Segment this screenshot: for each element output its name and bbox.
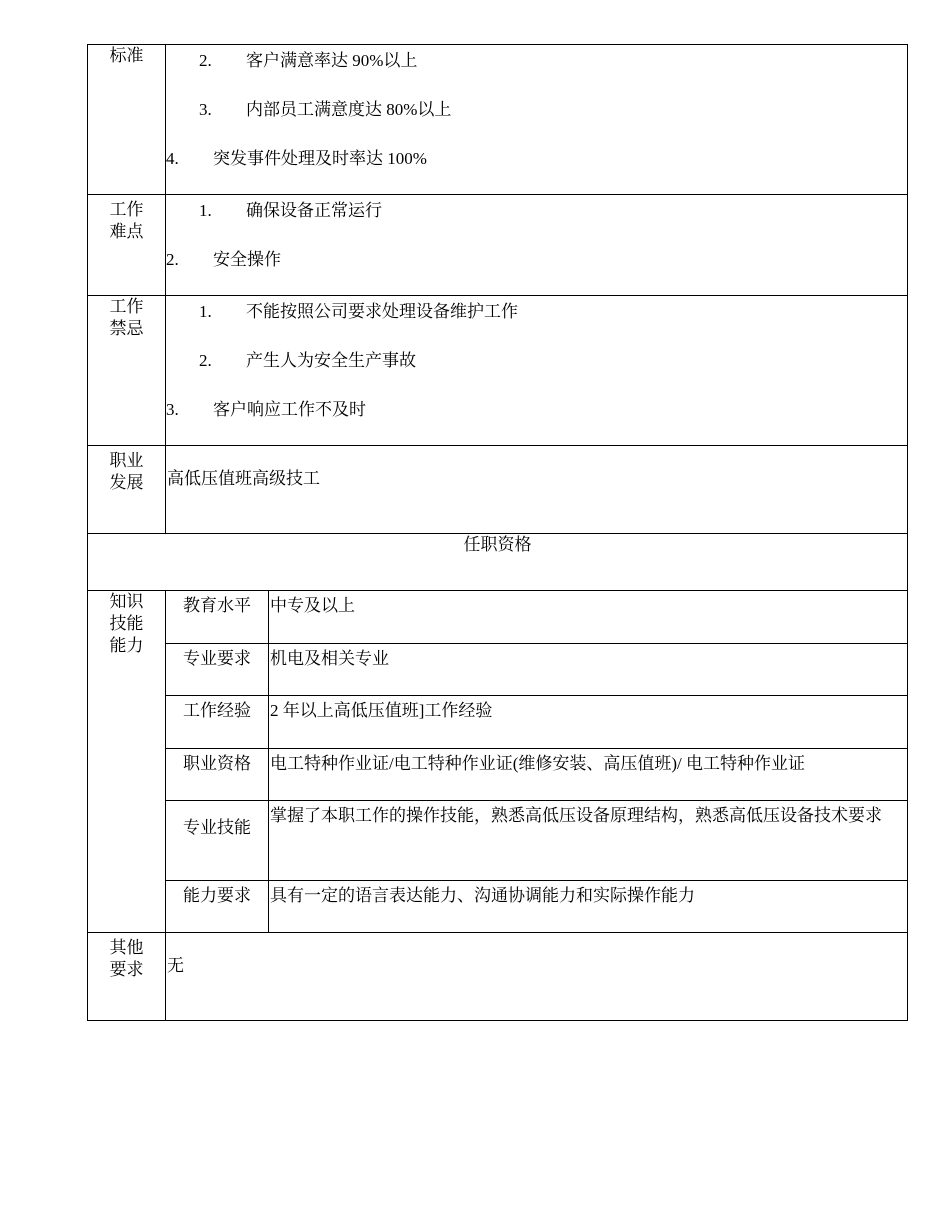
other-label: 其他 要求 [88, 933, 166, 1021]
certification-label: 职业资格 [166, 749, 269, 801]
other-value: 无 [166, 933, 908, 1021]
qualifications-title: 任职资格 [88, 534, 908, 591]
education-label: 教育水平 [166, 591, 269, 644]
other-row [88, 933, 908, 1021]
list-item: 1. 确保设备正常运行 [199, 201, 382, 220]
ability-label: 能力要求 [166, 881, 269, 933]
experience-value: 2 年以上高低压值班]工作经验 [269, 696, 908, 749]
list-item: 3. 内部员工满意度达 80%以上 [199, 100, 452, 119]
major-value: 机电及相关专业 [269, 644, 908, 696]
ability-value: 具有一定的语言表达能力、沟通协调能力和实际操作能力 [269, 881, 908, 933]
qualification-row [88, 696, 908, 749]
prohibitions-row [88, 296, 908, 446]
prohibitions-label: 工作 禁忌 [88, 296, 166, 446]
list-item: 2. 客户满意率达 90%以上 [199, 51, 418, 70]
standards-label: 标准 [88, 45, 166, 195]
list-item: 4. 突发事件处理及时率达 100% [166, 149, 427, 168]
qualifications-label: 知识 技能 能力 [88, 591, 166, 933]
qualifications-header-row [88, 534, 908, 591]
difficulties-row [88, 195, 908, 296]
career-value: 高低压值班高级技工 [166, 446, 908, 534]
skills-label: 专业技能 [166, 801, 269, 881]
qualification-row [88, 749, 908, 801]
difficulties-list [166, 195, 908, 296]
qualification-row [88, 801, 908, 881]
career-row [88, 446, 908, 534]
skills-value: 掌握了本职工作的操作技能，熟悉高低压设备原理结构，熟悉高低压设备技术要求 [269, 801, 908, 881]
certification-value: 电工特种作业证/电工特种作业证(维修安装、高压值班)/ 电工特种作业证 [269, 749, 908, 801]
experience-label: 工作经验 [166, 696, 269, 749]
qualification-row [88, 644, 908, 696]
list-item: 1. 不能按照公司要求处理设备维护工作 [199, 302, 518, 321]
standards-row [88, 45, 908, 195]
standards-list [166, 45, 908, 195]
qualification-row [88, 591, 908, 644]
list-item: 2. 产生人为安全生产事故 [199, 351, 416, 370]
prohibitions-list [166, 296, 908, 446]
list-item: 3. 客户响应工作不及时 [166, 400, 366, 419]
career-label: 职业 发展 [88, 446, 166, 534]
list-item: 2. 安全操作 [166, 250, 281, 269]
difficulties-label: 工作 难点 [88, 195, 166, 296]
major-label: 专业要求 [166, 644, 269, 696]
qualification-row [88, 881, 908, 933]
education-value: 中专及以上 [269, 591, 908, 644]
job-description-table [87, 44, 908, 1021]
